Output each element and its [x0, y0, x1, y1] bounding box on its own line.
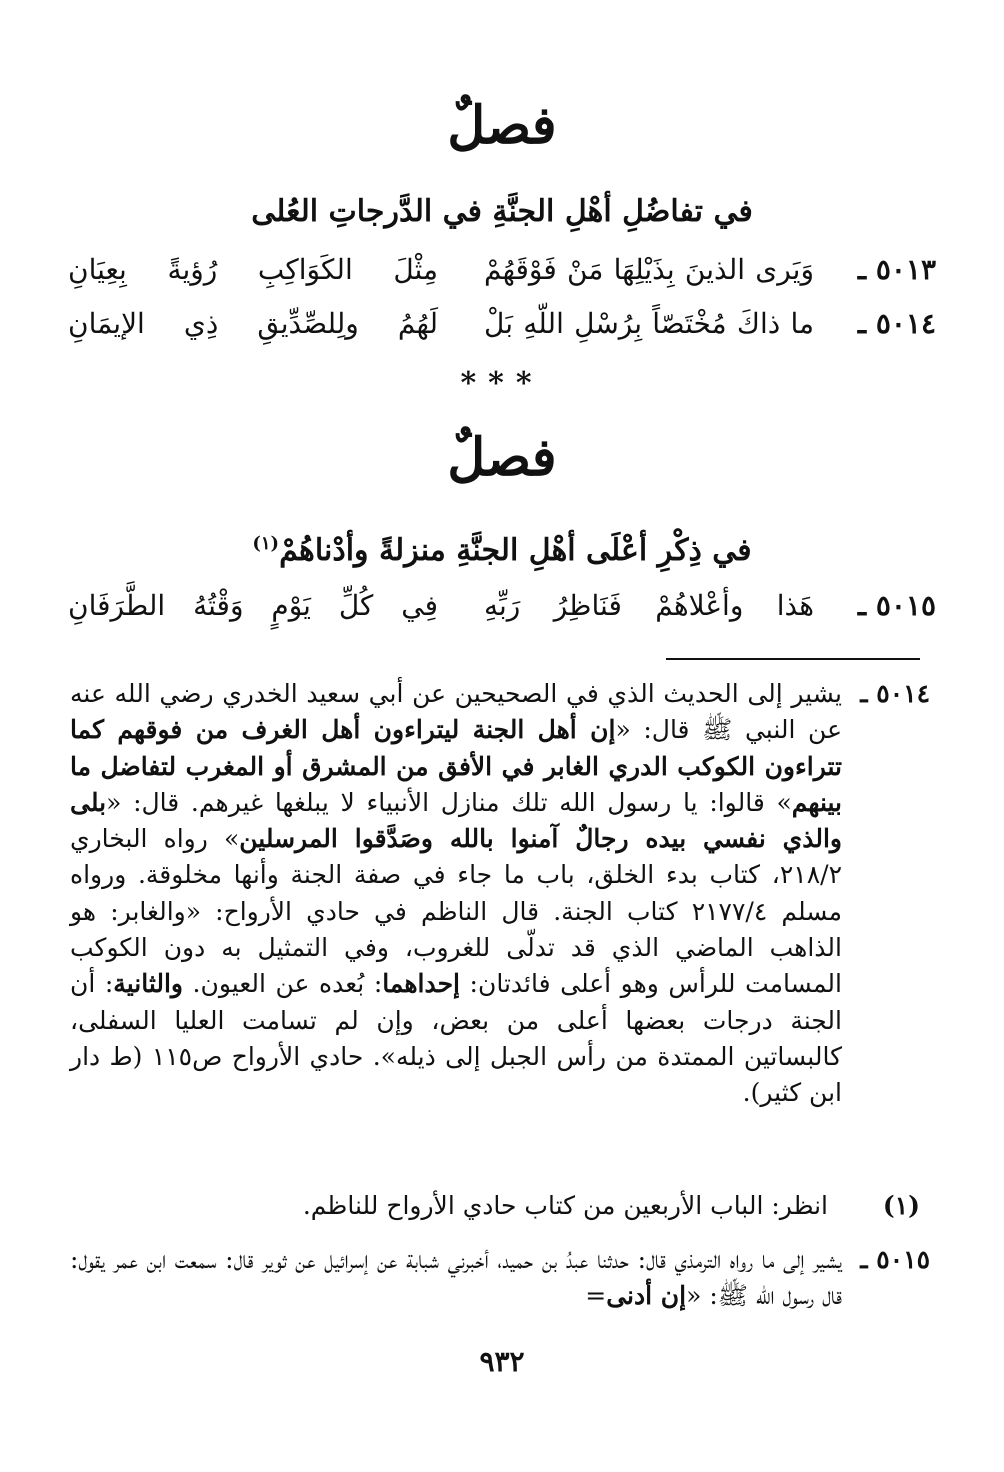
- verse-number: ٥٠١٣ ـ: [857, 253, 936, 286]
- footnote-text-part: : بُعده عن العيون.: [183, 969, 383, 999]
- section-label-1: فصلٌ: [447, 95, 557, 156]
- footnote-text: انظر: الباب الأربعين من كتاب حادي الأرواح للناظم.: [302, 1191, 828, 1220]
- verse-first-hemistich: وَيَرى الذينَ بِذَيْلِهَا مَنْ فَوْقَهُمْ: [484, 253, 814, 286]
- footnote-1: [70, 1188, 930, 1224]
- section-heading-2: [0, 524, 1004, 571]
- hadith-quote: بلى والذي نفسي بيده رجالٌ آمنوا بالله وصَدَّقوا المرسلين: [70, 787, 842, 854]
- verse-5014: [68, 302, 936, 346]
- bold-term: والثانية: [113, 969, 183, 999]
- footnote-5015: [70, 1242, 930, 1315]
- footnote-marker: (١): [252, 533, 280, 554]
- bold-term: إحداهما: [382, 969, 460, 999]
- hadith-quote: إن أهل الجنة ليتراءون أهل الغرف من فوقهم كما تتراءون الكوكب الدري الغابر في الأفق من المشرق أو المغرب لتفاضل ما بينهم: [70, 715, 842, 817]
- footnote-text-part: =: [585, 1281, 607, 1311]
- section-label-2: فصلٌ: [447, 427, 557, 488]
- footnote-number: ٥٠١٤ ـ: [860, 679, 930, 708]
- verse-second-hemistich: فِي كُلِّ يَوْمٍ وَقْتُهُ الطَّرَفَانِ: [68, 589, 438, 622]
- section-heading-text: في ذِكْرِ أعْلَى أهْلِ الجنَّةِ منزلةً وأدْناهُمْ: [279, 533, 752, 568]
- verse-second-hemistich: لَهُمُ ولِلصِّدِّيقِ ذِي الإيمَانِ: [68, 307, 438, 340]
- footnote-number: ٥٠١٥ ـ: [860, 1245, 930, 1274]
- verse-first-hemistich: ما ذاكَ مُخْتَصّاً بِرُسْلِ اللّهِ بَلْ: [484, 307, 814, 340]
- footnote-text: [70, 1242, 842, 1315]
- hadith-quote: إن أدنى: [606, 1281, 687, 1311]
- footnote-5014: [70, 676, 930, 1112]
- verse-first-hemistich: هَذا وأعْلاهُمْ فَنَاظِرُ رَبِّهِ: [484, 589, 814, 622]
- verse-second-hemistich: مِثْلَ الكَوَاكِبِ رُؤيةً بِعِيَانِ: [68, 253, 438, 286]
- verse-number: ٥٠١٥ ـ: [857, 589, 936, 622]
- footnote-text-part: : أن الجنة درجات بعضها أعلى من بعض، وإن لم تسامت العليا السفلى، كالبساتين الممتدة من رأس الجبل إلى ذيله». حادي الأرواح ص١١٥ (ط دار ابن كثير).: [70, 969, 842, 1108]
- footnote-text-part: » قالوا: يا رسول الله تلك منازل الأنبياء لا يبلغها غيرهم. قال: «: [106, 787, 792, 817]
- page-number: ٩٣٢: [479, 1345, 525, 1378]
- footnote-separator-rule: [666, 658, 920, 660]
- footnote-text-part: » رواه البخاري ٢١٨/٢، كتاب بدء الخلق، باب ما جاء في صفة الجنة وأنها مخلوقة. ورواه مسلم ٢١٧٧/٤ كتاب الجنة. قال الناظم في حادي الأرواح: «والغابر: هو الذاهب الماضي الذي قد تدلّى للغروب، وفي التمثيل به دون الكوكب المسامت للرأس وهو أعلى فائدتان:: [70, 824, 842, 999]
- section-separator-stars: ***: [460, 366, 544, 401]
- verse-5015: [68, 584, 936, 628]
- footnote-text-part: يشير إلى الحديث الذي في الصحيحين عن أبي سعيد الخدري رضي الله عنه عن النبي ﷺ قال: «: [70, 679, 843, 745]
- footnote-text: [70, 676, 842, 1112]
- section-heading-1: في تفاضُلِ أهْلِ الجنَّةِ في الدَّرجاتِ العُلى: [251, 194, 753, 229]
- footnote-number: (١): [882, 1191, 920, 1220]
- verse-5013: [68, 248, 936, 292]
- footnote-text-part: يشير إلى ما رواه الترمذي قال: حدثنا عبدُ بن حميد، أخبرني شبابة عن إسرائيل عن ثوير قال: سمعت ابن عمر يقول: قال رسول الله ﷺ: «: [70, 1245, 842, 1311]
- verse-number: ٥٠١٤ ـ: [857, 307, 936, 340]
